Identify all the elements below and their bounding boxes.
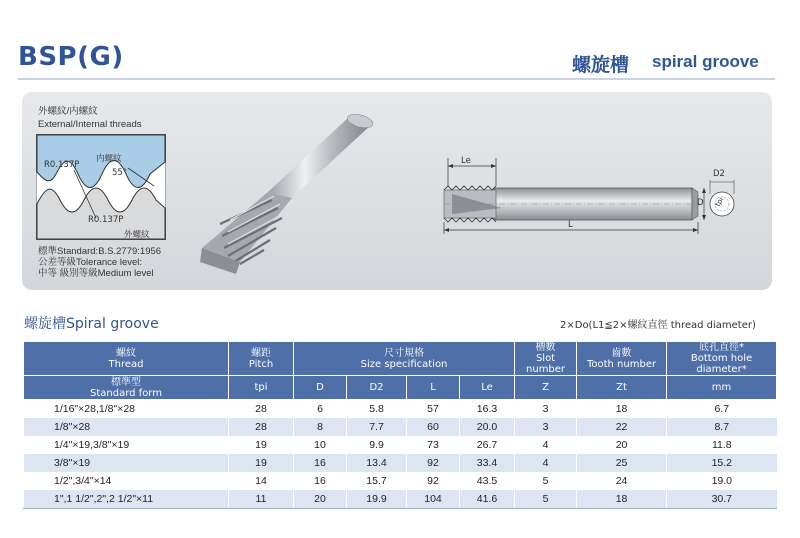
subtitle-zh: 螺旋槽 <box>572 54 630 76</box>
cell-thread: 1/4"×19,3/8"×19 <box>24 436 229 454</box>
profile-internal-label: 内螺紋 <box>96 154 122 164</box>
cell-tpi: 19 <box>229 454 294 472</box>
cell-l: 104 <box>407 490 460 509</box>
cell-mm: 15.2 <box>667 454 777 472</box>
note-tolerance: 公差等級Tolerance level: <box>38 257 143 268</box>
profile-label-zh: 外螺紋/内螺紋 <box>38 106 98 117</box>
cell-le: 33.4 <box>460 454 515 472</box>
dim-d: D <box>697 198 704 208</box>
tap-dimension-drawing <box>428 150 738 242</box>
table-row <box>24 472 777 490</box>
cell-d2: 19.9 <box>347 490 407 509</box>
cell-l: 73 <box>407 436 460 454</box>
header-zt: Zt <box>577 376 667 400</box>
cell-z: 3 <box>515 418 577 436</box>
header-d: D <box>294 376 347 400</box>
cell-thread: 1/2",3/4"×14 <box>24 472 229 490</box>
header-slot: 槽數 Slot number <box>515 342 577 376</box>
header-mm: mm <box>667 376 777 400</box>
dim-le: Le <box>461 156 471 166</box>
cell-d: 16 <box>294 454 347 472</box>
note-medium: 中等 級別等級Medium level <box>38 268 154 279</box>
table-row <box>24 454 777 472</box>
subtitle-en: spiral groove <box>652 52 759 71</box>
cell-le: 16.3 <box>460 400 515 419</box>
cell-tpi: 28 <box>229 418 294 436</box>
cell-mm: 19.0 <box>667 472 777 490</box>
cell-mm: 30.7 <box>667 490 777 509</box>
cell-tpi: 11 <box>229 490 294 509</box>
header-size: 尺寸規格 Size specification <box>294 342 515 376</box>
header-form: 標準型 Standard form <box>24 376 229 400</box>
cell-zt: 24 <box>577 472 667 490</box>
profile-label-en: External/Internal threads <box>38 119 142 130</box>
profile-r-top: R0.137P <box>44 160 80 170</box>
cell-z: 4 <box>515 454 577 472</box>
cell-zt: 25 <box>577 454 667 472</box>
cell-zt: 20 <box>577 436 667 454</box>
cell-le: 20.0 <box>460 418 515 436</box>
cell-d: 20 <box>294 490 347 509</box>
header-tpi: tpi <box>229 376 294 400</box>
section-title: 螺旋槽Spiral groove <box>24 316 159 332</box>
spiral-groove-tap-image <box>180 104 380 282</box>
cell-mm: 8.7 <box>667 418 777 436</box>
header-hole: 底孔直徑* Bottom hole diameter* <box>667 342 777 376</box>
cell-d: 10 <box>294 436 347 454</box>
cell-le: 43.5 <box>460 472 515 490</box>
cell-zt: 18 <box>577 400 667 419</box>
cell-thread: 1/8"×28 <box>24 418 229 436</box>
cell-d2: 9.9 <box>347 436 407 454</box>
header-pitch: 螺距 Pitch <box>229 342 294 376</box>
cell-zt: 18 <box>577 490 667 509</box>
spec-table <box>23 341 777 509</box>
dim-d2: D2 <box>713 169 725 179</box>
cell-l: 57 <box>407 400 460 419</box>
cell-d: 6 <box>294 400 347 419</box>
profile-external-label: 外螺紋 <box>124 230 150 240</box>
dim-tpi: tpi <box>713 196 726 208</box>
table-row <box>24 436 777 454</box>
cell-d: 8 <box>294 418 347 436</box>
header-z: Z <box>515 376 577 400</box>
cell-tpi: 28 <box>229 400 294 419</box>
header-d2: D2 <box>347 376 407 400</box>
cell-zt: 22 <box>577 418 667 436</box>
profile-r-bottom: R0.137P <box>88 215 124 225</box>
header-tooth: 齒數 Tooth number <box>577 342 667 376</box>
page-title: BSP(G) <box>18 42 124 72</box>
section-formula: 2×Do(L1≦2×螺紋直徑 thread diameter) <box>560 320 756 331</box>
dim-l: L <box>568 220 573 230</box>
cell-mm: 6.7 <box>667 400 777 419</box>
header-l: L <box>407 376 460 400</box>
cell-z: 3 <box>515 400 577 419</box>
header-thread: 螺紋 Thread <box>24 342 229 376</box>
header-le: Le <box>460 376 515 400</box>
cell-le: 41.6 <box>460 490 515 509</box>
cell-mm: 11.8 <box>667 436 777 454</box>
note-standard: 標準Standard:B.S.2779:1956 <box>38 246 162 257</box>
table-row <box>24 400 777 419</box>
profile-angle: 55° <box>112 168 128 178</box>
cell-thread: 1/16"×28,1/8"×28 <box>24 400 229 419</box>
cell-d2: 5.8 <box>347 400 407 419</box>
cell-le: 26.7 <box>460 436 515 454</box>
title-divider <box>18 78 775 80</box>
cell-thread: 3/8"×19 <box>24 454 229 472</box>
table-row <box>24 490 777 509</box>
cell-l: 92 <box>407 472 460 490</box>
cell-z: 4 <box>515 436 577 454</box>
cell-tpi: 19 <box>229 436 294 454</box>
cell-d: 16 <box>294 472 347 490</box>
cell-d2: 13.4 <box>347 454 407 472</box>
cell-l: 60 <box>407 418 460 436</box>
table-row <box>24 418 777 436</box>
cell-d2: 7.7 <box>347 418 407 436</box>
cell-l: 92 <box>407 454 460 472</box>
cell-z: 5 <box>515 472 577 490</box>
cell-tpi: 14 <box>229 472 294 490</box>
cell-d2: 15.7 <box>347 472 407 490</box>
cell-z: 5 <box>515 490 577 509</box>
cell-thread: 1",1 1/2",2",2 1/2"×11 <box>24 490 229 509</box>
